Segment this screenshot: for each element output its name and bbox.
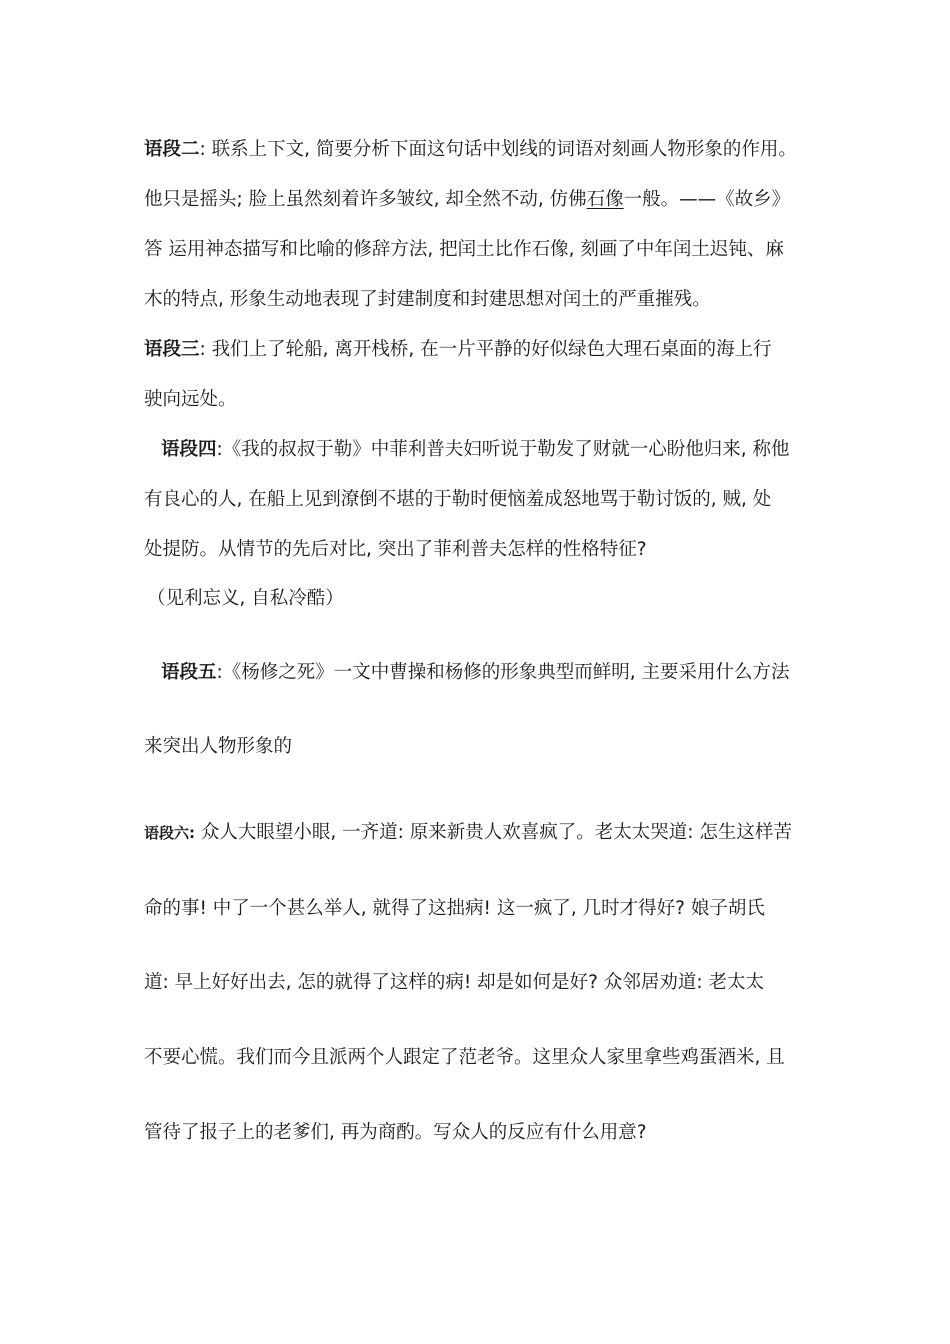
paragraph-6-line-5: 管待了报子上的老爹们, 再为商酌。写众人的反应有什么用意?: [144, 1122, 647, 1143]
paragraph-6-line-4: 不要心慌。我们而今且派两个人跟定了范老爷。这里众人家里拿些鸡蛋酒米, 且: [144, 1047, 785, 1068]
paragraph-6-text: 众人大眼望小眼, 一齐道: 原来新贵人欢喜疯了。老太太哭道: 怎生这样苦: [195, 822, 792, 843]
paragraph-4-answer: （见利忘义, 自私冷酷）: [147, 588, 344, 609]
paragraph-3-line-2: 驶向远处。: [144, 389, 237, 410]
paragraph-4-label: 语段四: [161, 439, 217, 460]
paragraph-3-label: 语段三: [144, 339, 200, 360]
paragraph-5-text: :《杨修之死》一文中曹操和杨修的形象典型而鲜明, 主要采用什么方法: [216, 662, 790, 683]
paragraph-2-line-1: [144, 137, 816, 163]
paragraph-5-line-1: [161, 660, 833, 686]
paragraph-2-answer-line-1: 答 运用神态描写和比喻的修辞方法, 把闰土比作石像, 刻画了中年闰土迟钝、麻: [144, 239, 784, 260]
paragraph-6-line-2: 命的事! 中了一个甚么举人, 就得了这拙病! 这一疯了, 几时才得好? 娘子胡氏: [144, 898, 765, 919]
quote-text-after: 一般。——《故乡》: [623, 189, 791, 210]
paragraph-5-label: 语段五: [161, 662, 217, 683]
paragraph-6-line-1: [144, 820, 816, 846]
paragraph-3-text: : 我们上了轮船, 离开栈桥, 在一片平静的好似绿色大理石桌面的海上行: [199, 339, 772, 360]
paragraph-4-line-3: 处提防。从情节的先后对比, 突出了菲利普夫怎样的性格特征?: [144, 539, 647, 560]
paragraph-6-label: 语段六:: [144, 824, 195, 842]
paragraph-2-question: : 联系上下文, 简要分析下面这句话中划线的词语对刻画人物形象的作用。: [199, 139, 797, 160]
paragraph-3-line-1: [144, 337, 816, 363]
underlined-word: 石像: [586, 189, 624, 210]
paragraph-5-line-2: 来突出人物形象的: [144, 736, 293, 757]
paragraph-4-line-1: [161, 437, 833, 463]
paragraph-4-text: :《我的叔叔于勒》中菲利普夫妇听说于勒发了财就一心盼他归来, 称他: [216, 439, 790, 460]
quote-text-before: 他只是摇头; 脸上虽然刻着许多皱纹, 却全然不动, 仿佛: [144, 189, 587, 210]
paragraph-2-answer-line-2: 木的特点, 形象生动地表现了封建制度和封建思想对闰土的严重摧残。: [144, 289, 711, 310]
paragraph-4-line-2: 有良心的人, 在船上见到潦倒不堪的于勒时便恼羞成怒地骂于勒讨饭的, 贼, 处: [144, 489, 772, 510]
paragraph-6-line-3: 道: 早上好好出去, 怎的就得了这样的病! 却是如何是好? 众邻居劝道: 老太太: [144, 972, 764, 993]
paragraph-2-label: 语段二: [144, 139, 200, 160]
paragraph-2-quote: [144, 187, 816, 213]
